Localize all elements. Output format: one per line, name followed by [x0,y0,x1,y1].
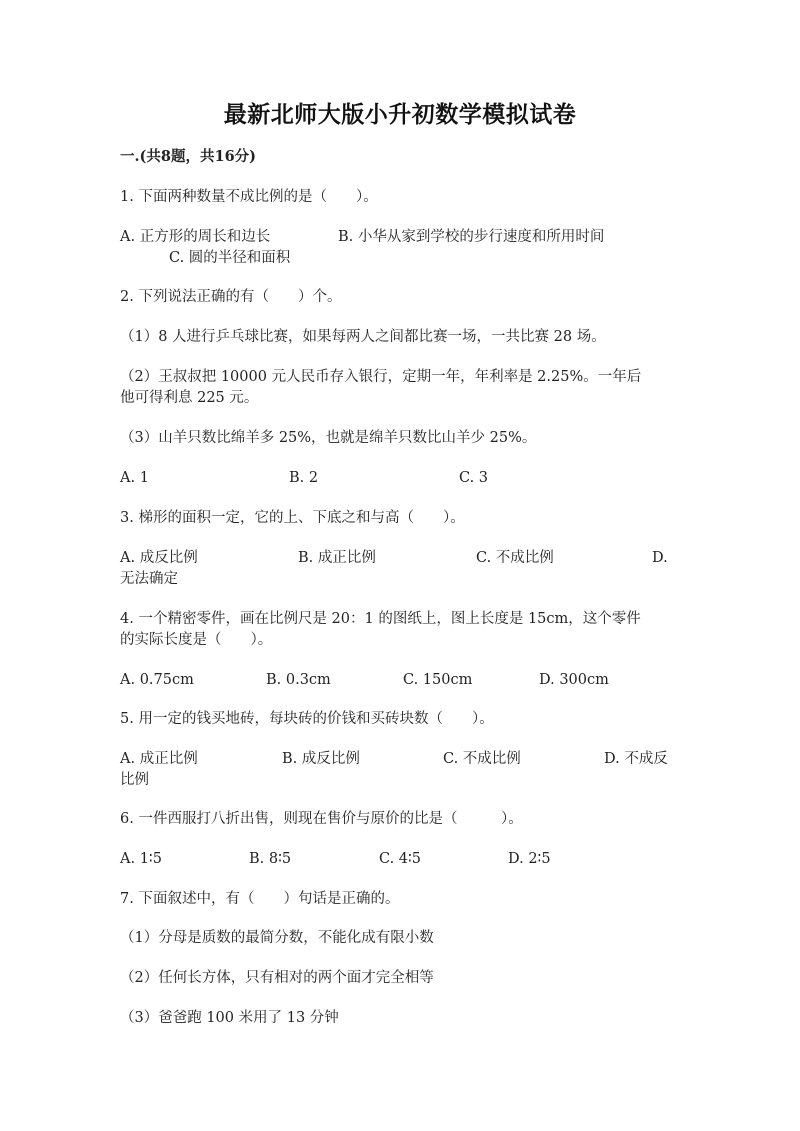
question-4-stem-line-2: 的实际长度是（ ）。 [120,632,273,648]
question-3-option-a: A. 成反比例 [120,550,198,566]
question-5-option-d-second-line: 比例 [120,772,149,788]
question-2-option-c: C. 3 [459,470,489,486]
question-5-option-c: C. 不成比例 [443,751,521,767]
question-3-option-d-text: 无法确定 [120,571,178,587]
question-4-option-c: C. 150cm [403,672,473,688]
question-4-stem-line-1: 4. 一个精密零件，画在比例尺是 20：1 的图纸上，图上长度是 15cm，这个零件 [120,611,641,627]
question-5-option-b: B. 成反比例 [282,751,360,767]
question-3-option-c: C. 不成比例 [476,550,554,566]
exam-title: 最新北师大版小升初数学模拟试卷 [223,101,577,128]
question-1-stem: 1. 下面两种数量不成比例的是（ ）。 [120,189,378,205]
question-2-statement-2-line-1: （2）王叔叔把 10000 元人民币存入银行，定期一年，年利率是 2.25%。一年后 [120,369,642,385]
question-5-option-a: A. 成正比例 [120,751,198,767]
question-6-option-a: A. 1∶5 [120,851,162,867]
question-6-option-b: B. 8∶5 [249,851,292,867]
question-3-option-d-label: D. [652,550,668,566]
question-4-option-d: D. 300cm [539,672,609,688]
question-2-option-b: B. 2 [289,470,319,486]
question-2-statement-3: （3）山羊只数比绵羊多 25%，也就是绵羊只数比山羊少 25%。 [120,430,537,446]
question-3-stem: 3. 梯形的面积一定，它的上、下底之和与高（ ）。 [120,510,465,526]
section-header: 一.(共8题，共16分) [120,148,257,165]
question-1-option-a: A. 正方形的周长和边长 [120,229,271,245]
question-3-option-b: B. 成正比例 [298,550,376,566]
question-7-statement-1: （1）分母是质数的最简分数，不能化成有限小数 [120,930,434,946]
question-2-statement-2-line-2: 他可得利息 225 元。 [120,390,259,406]
question-7-statement-3: （3）爸爸跑 100 米用了 13 分钟 [120,1010,339,1026]
question-6-stem: 6. 一件西服打八折出售，则现在售价与原价的比是（ ）。 [120,811,523,827]
question-5-stem: 5. 用一定的钱买地砖，每块砖的价钱和买砖块数（ ）。 [120,711,494,727]
question-7-stem: 7. 下面叙述中，有（ ）句话是正确的。 [120,891,400,907]
question-1-option-b: B. 小华从家到学校的步行速度和所用时间 [338,229,605,245]
question-2-stem: 2. 下列说法正确的有（ ）个。 [120,289,342,305]
question-2-option-a: A. 1 [120,470,149,486]
question-6-option-c: C. 4∶5 [379,851,422,867]
question-5-option-d-first-line: D. 不成反 [604,751,668,767]
question-1-option-c: C. 圆的半径和面积 [169,250,291,266]
question-4-option-b: B. 0.3cm [266,672,331,688]
question-6-option-d: D. 2∶5 [508,851,551,867]
question-2-statement-1: （1）8 人进行乒乓球比赛，如果每两人之间都比赛一场，一共比赛 28 场。 [120,329,606,345]
question-4-option-a: A. 0.75cm [120,672,194,688]
question-7-statement-2: （2）任何长方体，只有相对的两个面才完全相等 [120,970,434,986]
